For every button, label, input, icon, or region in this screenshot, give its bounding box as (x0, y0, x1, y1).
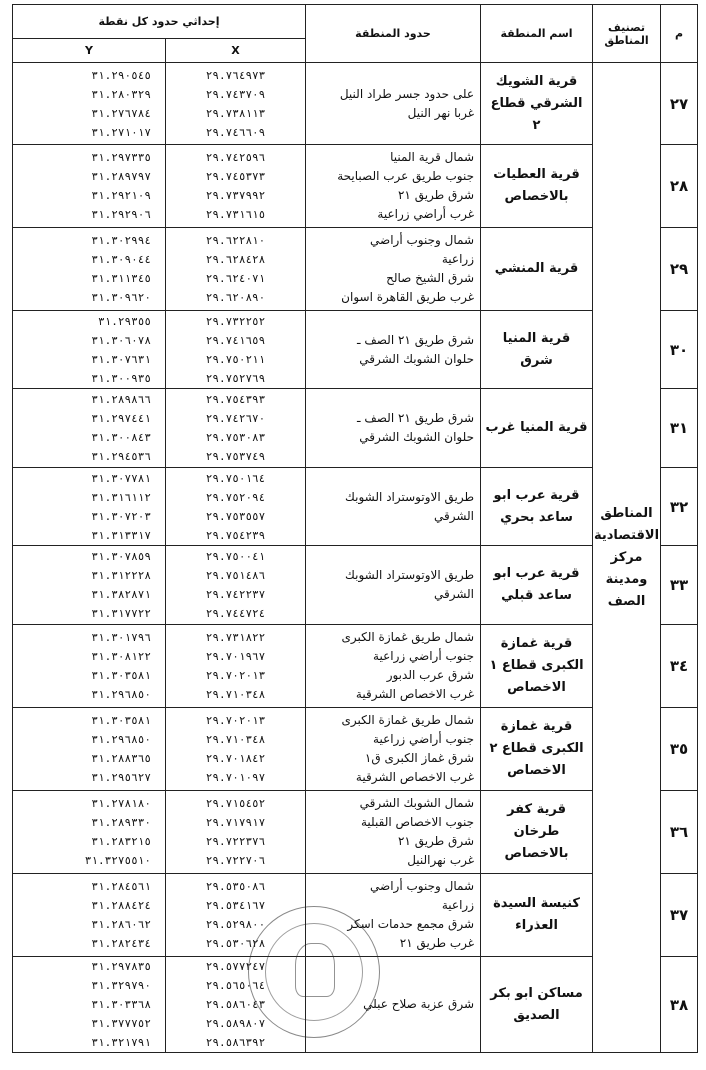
row-number: ٣١ (661, 389, 698, 468)
area-bounds (306, 708, 481, 791)
y-value: ٣١.٢٨٩٧٩٧ (91, 170, 152, 183)
y-value: ٣١.٢٧١٠١٧ (91, 125, 152, 139)
x-value: ٢٩.٧٥٤٢٣٩ (205, 528, 266, 542)
y-value: ٣١.٢٨٩٣٣٠ (91, 816, 152, 829)
area-bounds-header: حدود المنطقة (306, 5, 481, 63)
area-name: كنيسة السيدة العذراء (481, 874, 593, 957)
area-bounds (306, 389, 481, 468)
y-value: ٣١.٣٠٧٢٠٣ (91, 509, 152, 523)
y-value: ٣١.٣٠٧٨٥٩ (91, 550, 152, 563)
x-value: ٢٩.٧٥١٤٨٦ (205, 569, 266, 582)
x-value: ٢٩.٧١٠٣٤٨ (205, 733, 266, 746)
row-number: ٣٣ (661, 546, 698, 625)
area-name: قرية عرب ابو ساعد بحري (481, 468, 593, 546)
y-coordinates (13, 311, 166, 389)
x-coordinates (166, 228, 306, 311)
x-value: ٢٩.٧٠٢٠١٣ (205, 714, 266, 727)
row-number: ٣٨ (661, 957, 698, 1053)
bounds-line: جنوب أراضي زراعية (373, 732, 475, 746)
y-value: ٣١.٣٠٢٩٩٤ (91, 234, 152, 247)
area-name-header: اسم المنطقة (481, 5, 593, 63)
y-coordinates (13, 145, 166, 228)
x-value: ٢٩.٦٢٠٨٩٠ (205, 291, 266, 304)
x-value: ٢٩.٧٣١٦١٥ (205, 208, 266, 221)
x-value: ٢٩.٥٦٥٠٦٤ (205, 979, 266, 992)
y-value: ٣١.٢٩٥٦٢٧ (91, 771, 152, 784)
y-value: ٣١.٣٠٠٩٣٥ (91, 371, 152, 385)
y-value: ٣١.٢٨٠٣٢٩ (91, 87, 152, 101)
x-coordinates (166, 63, 306, 145)
x-value: ٢٩.٧٢٢٣٧٦ (205, 835, 266, 848)
x-value: ٢٩.٧٥٢٧٦٩ (205, 371, 266, 385)
area-name: قرية الشويك الشرقي قطاع ٢ (481, 63, 593, 145)
x-value: ٢٩.٥٧٧٢٤٧ (205, 960, 266, 973)
y-value: ٣١.٢٨٢٤٣٤ (91, 937, 152, 950)
x-value: ٢٩.٧٣٢٢٥٢ (205, 314, 266, 328)
y-coordinates (13, 228, 166, 311)
bounds-line: شرق طريق ٢١ الصف ـ (357, 411, 475, 425)
area-name: قرية العطيات بالاخصاص (481, 145, 593, 228)
x-value: ٢٩.٧٥٢٠٩٤ (205, 490, 266, 504)
document-page (12, 4, 697, 1053)
area-name: قرية غمازة الكبرى قطاع ١ الاخصاص (481, 625, 593, 708)
area-bounds (306, 625, 481, 708)
x-value: ٢٩.٧٤٦٦٠٩ (205, 125, 266, 139)
y-value: ٣١.٢٨٤٥٦١ (91, 880, 152, 893)
x-value: ٢٩.٧١٥٤٥٢ (205, 797, 266, 810)
y-value: ٣١.٣٢١٧٩١ (91, 1036, 152, 1049)
y-value: ٣١.٣٢٧٥٥١٠ (84, 854, 152, 867)
coords-header: إحداثي حدود كل نقطة (13, 5, 306, 39)
x-value: ٢٩.٧٠١٨٤٢ (205, 752, 266, 765)
y-header: Y (13, 39, 166, 63)
y-value: ٣١.٣٠٧٦٣١ (91, 352, 152, 366)
x-value: ٢٩.٧٥٠٢١١ (205, 352, 266, 366)
y-value: ٣١.٣٠١٧٩٦ (91, 631, 152, 644)
x-value: ٢٩.٥٢٩٨٠٠ (205, 918, 266, 931)
y-value: ٣١.٣٠٣٣٦٨ (91, 998, 152, 1011)
bounds-line: الشرقي (433, 508, 475, 523)
x-coordinates (166, 708, 306, 791)
x-value: ٢٩.٧٠١٠٩٧ (205, 771, 266, 784)
row-number: ٢٨ (661, 145, 698, 228)
bounds-line: شمال وجنوب أراضي (370, 879, 475, 893)
area-bounds (306, 228, 481, 311)
x-header: X (166, 39, 306, 63)
y-value: ٣١.٣٠٣٥٨١ (91, 714, 152, 727)
x-value: ٢٩.٥٨٦٣٩٢ (205, 1036, 266, 1049)
y-value: ٣١.٢٧٨١٨٠ (91, 797, 152, 810)
bounds-line: جنوب أراضي زراعية (373, 649, 475, 663)
x-value: ٢٩.٧٢٢٧٠٦ (205, 854, 266, 867)
bounds-line: على حدود جسر طراد النيل (339, 86, 475, 101)
bounds-line: شرق غماز الكبرى ق١ (364, 751, 475, 765)
bounds-line: حلوان الشوبك الشرقي (359, 351, 475, 366)
x-value: ٢٩.٦٢٢٨١٠ (205, 234, 266, 247)
y-coordinates (13, 63, 166, 145)
y-coordinates (13, 468, 166, 546)
x-value: ٢٩.٥٣٠٦٢٨ (205, 937, 266, 950)
x-value: ٢٩.٧١٧٩١٧ (205, 816, 266, 829)
bounds-line: شمال وجنوب أراضي (370, 233, 475, 247)
bounds-line: طريق الاوتوستراد الشوبك (345, 489, 475, 504)
y-coordinates (13, 874, 166, 957)
bounds-line: غرب الاخصاص الشرقية (355, 770, 475, 784)
row-number: ٢٧ (661, 63, 698, 145)
bounds-line: جنوب الاخصاص القبلية (360, 815, 475, 829)
seq-header: م (661, 5, 698, 63)
y-value: ٣١.٢٨٣٢١٥ (91, 835, 152, 848)
x-value: ٢٩.٥٨٦٠٤٣ (205, 998, 266, 1011)
bounds-line: شرق عزبة صلاح عبلي (363, 997, 475, 1011)
y-value: ٣١.٢٩٢١٠٩ (91, 189, 152, 202)
y-value: ٣١.٣١١٣٤٥ (91, 272, 152, 285)
x-value: ٢٩.٧٥٣٠٨٣ (205, 431, 266, 444)
y-value: ٣١.٣١٧٧٢٢ (91, 607, 152, 620)
bounds-line: شرق طريق ٢١ (397, 188, 475, 202)
area-bounds (306, 63, 481, 145)
y-value: ٣١.٢٩٣٥٥ (98, 314, 152, 328)
x-value: ٢٩.٧٤٣٧٠٩ (205, 87, 266, 101)
y-value: ٣١.٢٩٧٨٣٥ (91, 960, 152, 973)
x-value: ٢٩.٧٣٨١١٣ (205, 106, 266, 120)
y-coordinates (13, 791, 166, 874)
x-value: ٢٩.٧٤٢٢٣٧ (205, 588, 266, 601)
area-bounds (306, 468, 481, 546)
table-row (13, 63, 698, 145)
x-coordinates (166, 957, 306, 1053)
bounds-line: شرق عرب الدبور (386, 668, 475, 682)
bounds-line: شمال طريق غمازة الكبرى (341, 713, 475, 727)
area-name: قرية كفر طرخان بالاخصاص (481, 791, 593, 874)
y-value: ٣١.٢٩٠٥٤٥ (91, 68, 152, 82)
bounds-line: غرب أراضي زراعية (377, 207, 475, 221)
x-coordinates (166, 145, 306, 228)
x-coordinates (166, 791, 306, 874)
y-coordinates (13, 957, 166, 1053)
y-value: ٣١.٢٧٦٧٨٤ (91, 106, 152, 120)
y-value: ٣١.٣٠٠٨٤٣ (91, 431, 152, 444)
bounds-line: شرق طريق ٢١ (397, 834, 475, 848)
bounds-line: الشرقي (433, 587, 475, 601)
x-coordinates (166, 468, 306, 546)
area-name: قرية المنيا غرب (481, 389, 593, 468)
x-value: ٢٩.٧٣٧٩٩٢ (205, 189, 266, 202)
y-value: ٣١.٣١٦١١٢ (91, 490, 152, 504)
x-value: ٢٩.٧٣١٨٢٢ (205, 631, 266, 644)
y-value: ٣١.٣٠٩٠٤٤ (91, 253, 152, 266)
bounds-line: غرب طريق ٢١ (399, 936, 475, 950)
bounds-line: غرب طريق القاهرة اسوان (341, 290, 475, 304)
x-coordinates (166, 874, 306, 957)
y-value: ٣١.٢٨٨٤٢٤ (91, 899, 152, 912)
y-value: ٣١.٣٢٩٧٩٠ (91, 979, 152, 992)
area-bounds (306, 311, 481, 389)
x-value: ٢٩.٥٣٥٠٨٦ (205, 880, 266, 893)
bounds-line: شرق الشيخ صالح (386, 271, 475, 285)
x-value: ٢٩.٧٥٠٠٤١ (205, 550, 266, 563)
y-value: ٣١.٢٨٩٨٦٦ (91, 393, 152, 406)
area-name: قرية المنشي (481, 228, 593, 311)
x-value: ٢٩.٧٤٢٦٧٠ (205, 412, 266, 425)
y-value: ٣١.٢٩٦٨٥٠ (91, 688, 152, 701)
x-value: ٢٩.٦٢٨٤٢٨ (205, 253, 266, 266)
table-body (13, 63, 698, 1053)
row-number: ٢٩ (661, 228, 698, 311)
y-value: ٣١.٢٨٦٠٦٢ (91, 918, 152, 931)
bounds-line: طريق الاوتوستراد الشوبك (345, 568, 475, 582)
x-value: ٢٩.٦٢٤٠٧١ (205, 272, 266, 285)
bounds-line: شمال الشوبك الشرقي (359, 796, 475, 810)
x-value: ٢٩.٧١٠٣٤٨ (205, 688, 266, 701)
y-value: ٣١.٢٩٧٣٣٥ (91, 151, 152, 164)
classification-cell: المناطق الاقتصادية مركز ومدينة الصف (593, 63, 661, 1053)
row-number: ٣٤ (661, 625, 698, 708)
x-value: ٢٩.٧٥٣٥٥٧ (205, 509, 266, 523)
y-value: ٣١.٢٩٢٩٠٦ (91, 208, 152, 221)
x-value: ٢٩.٥٨٩٨٠٧ (205, 1017, 266, 1030)
y-value: ٣١.٣١٣٣١٧ (91, 528, 152, 542)
y-value: ٣١.٣١٢٢٢٨ (91, 569, 152, 582)
zones-table (12, 4, 698, 1053)
area-name: قرية المنيا شرق (481, 311, 593, 389)
bounds-line: غرب نهرالنيل (407, 853, 475, 867)
row-number: ٣٧ (661, 874, 698, 957)
area-bounds (306, 791, 481, 874)
classification-header: تصنيف المناطق (593, 5, 661, 63)
x-value: ٢٩.٧٥٤٣٩٣ (205, 393, 266, 406)
area-bounds (306, 957, 481, 1053)
x-value: ٢٩.٥٣٤١٦٧ (205, 899, 266, 912)
area-bounds (306, 874, 481, 957)
area-name: قرية غمازة الكبرى قطاع ٢ الاخصاص (481, 708, 593, 791)
y-value: ٣١.٢٨٨٣٦٥ (91, 752, 152, 765)
x-value: ٢٩.٧٤٢٥٩٦ (205, 151, 266, 164)
x-value: ٢٩.٧٦٤٩٧٣ (205, 68, 266, 82)
bounds-line: غربا نهر النيل (407, 105, 475, 120)
bounds-line: زراعية (441, 898, 475, 912)
x-coordinates (166, 311, 306, 389)
bounds-line: حلوان الشوبك الشرقي (359, 430, 475, 444)
x-value: ٢٩.٧٠٢٠١٣ (205, 669, 266, 682)
y-value: ٣١.٢٩٧٤٤١ (91, 412, 152, 425)
y-value: ٣١.٣٠٣٥٨١ (91, 669, 152, 682)
y-coordinates (13, 389, 166, 468)
y-value: ٣١.٣٠٨١٢٢ (91, 650, 152, 663)
y-value: ٣١.٣٧٧٧٥٢ (91, 1017, 152, 1030)
area-bounds (306, 145, 481, 228)
bounds-line: شمال طريق غمازة الكبرى (341, 630, 475, 644)
x-value: ٢٩.٧٤١٦٥٩ (205, 333, 266, 347)
x-value: ٢٩.٧٥٠١٦٤ (205, 471, 266, 485)
y-coordinates (13, 546, 166, 625)
x-coordinates (166, 546, 306, 625)
row-number: ٣٢ (661, 468, 698, 546)
bounds-line: جنوب طريق عرب الصبايحة (337, 169, 475, 183)
area-bounds (306, 546, 481, 625)
bounds-line: غرب الاخصاص الشرقية (355, 687, 475, 701)
row-number: ٣٦ (661, 791, 698, 874)
bounds-line: شرق مجمع حدمات اسكر (347, 917, 475, 931)
y-coordinates (13, 708, 166, 791)
x-value: ٢٩.٧٤٥٣٧٣ (205, 170, 266, 183)
area-name: قرية عرب ابو ساعد قبلي (481, 546, 593, 625)
x-value: ٢٩.٧٥٣٧٤٩ (205, 450, 266, 463)
x-coordinates (166, 389, 306, 468)
y-value: ٣١.٣٠٦٠٧٨ (91, 333, 152, 347)
row-number: ٣٠ (661, 311, 698, 389)
table-header (13, 5, 698, 63)
bounds-line: زراعية (441, 252, 475, 266)
y-coordinates (13, 625, 166, 708)
y-value: ٣١.٣٨٢٨٧١ (91, 588, 152, 601)
x-value: ٢٩.٧٤٤٧٢٤ (205, 607, 266, 620)
x-coordinates (166, 625, 306, 708)
row-number: ٣٥ (661, 708, 698, 791)
y-value: ٣١.٣٠٩٦٢٠ (91, 291, 152, 304)
y-value: ٣١.٢٩٤٥٣٦ (91, 450, 152, 463)
y-value: ٣١.٢٩٦٨٥٠ (91, 733, 152, 746)
area-name: مساكن ابو بكر الصديق (481, 957, 593, 1053)
bounds-line: شرق طريق ٢١ الصف ـ (357, 332, 475, 347)
y-value: ٣١.٣٠٧٧٨١ (91, 471, 152, 485)
x-value: ٢٩.٧٠١٩٦٧ (205, 650, 266, 663)
bounds-line: شمال قرية المنيا (390, 150, 475, 164)
